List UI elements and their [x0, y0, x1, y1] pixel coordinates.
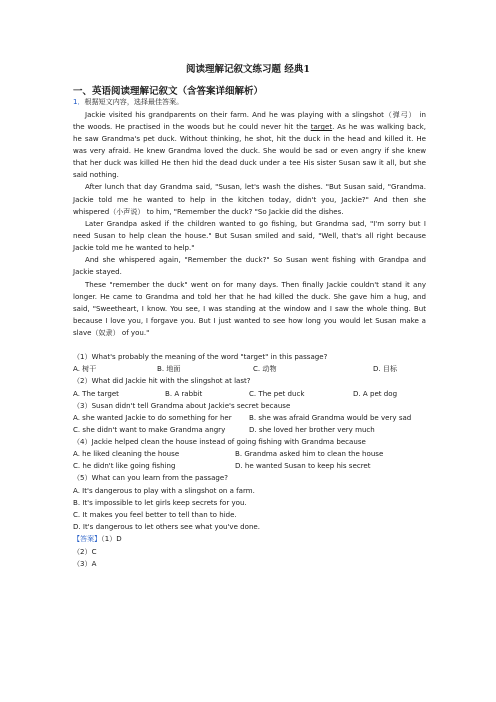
passage-line: Jackie visited his grandparents on their farm. And he was playing with a slingshot（弹弓） in [85, 110, 426, 119]
option: D. It's dangerous to let others see what you've done. [73, 522, 260, 531]
option: D. he wanted Susan to keep his secret [235, 461, 371, 470]
options-row [73, 424, 426, 436]
passage-line: Later Grandpa asked if the children wanted to go fishing, but Grandma sad, "I'm sorry but I [85, 219, 426, 228]
question-number: 1． [73, 97, 85, 106]
options-row [73, 460, 426, 472]
passage-line: These "remember the duck" went on for many days. Then finally Jackie couldn't stand it any [85, 280, 426, 289]
passage-line: because I love you, I forgave you. But I just wanted to see how long you would let Susan make a [73, 316, 426, 325]
passage-line: Jackie told me he wanted to help in the kitchen today, didn't you, Jackie?" And then she [73, 195, 426, 204]
answer-row [73, 533, 426, 545]
passage-line: Jackie stayed. [73, 267, 122, 276]
option: D. she loved her brother very much [249, 425, 375, 434]
option: D. A pet dog [353, 389, 398, 398]
instruction: 根据短文内容，选择最佳答案。 [84, 97, 184, 106]
answer-item: （2）C [73, 547, 97, 556]
passage-line: said nothing. [73, 170, 119, 179]
sub-question: （3）Susan didn't tell Grandma about Jackie's secret because [73, 401, 291, 410]
option: A. 树干 [73, 364, 97, 373]
option: B. 地面 [157, 364, 181, 373]
sub-question: （2）What did Jackie hit with the slingshot at last? [73, 376, 251, 385]
passage-line: slave（奴隶） of you." [73, 328, 150, 337]
passage-line: that her duck was killed He then hid the dead duck under a tee His sister Susan saw it all, but she [73, 158, 426, 167]
option: C. he didn't like going fishing [73, 461, 176, 470]
option: C. It makes you feel better to tell than to hide. [73, 510, 237, 519]
option: C. The pet duck [249, 389, 305, 398]
option: B. A rabbit [165, 389, 203, 398]
option: A. she wanted Jackie to do something for her [73, 413, 232, 422]
option: D. 目标 [373, 364, 398, 373]
option: B. It's impossible to let girls keep secrets for you. [73, 498, 247, 507]
passage-line: longer. He came to Grandma and told her that he had killed the duck. She gave him a hug, and [73, 292, 426, 301]
option: A. he liked cleaning the house [73, 449, 180, 458]
options-row [73, 388, 426, 400]
passage-line: said, "Sweetheart, I know. You see, I was standing at the window and I saw the whole thing. But [73, 304, 426, 313]
page-title: 阅读理解记叙文练习题 经典1 [186, 64, 310, 75]
answer-item: （3）A [73, 559, 97, 568]
options-row [73, 448, 426, 460]
answer-item: （1）D [101, 534, 122, 543]
option: B. she was afraid Grandma would be very sad [249, 413, 412, 422]
passage-line: And she whispered again, "Remember the duck?" So Susan went fishing with Grandpa and [85, 255, 426, 264]
passage-line: Jackie told me he wanted to help." [73, 243, 195, 252]
passage-line: was very afraid. He knew Grandma loved the duck. She would be sad or even angry if she knew [73, 146, 426, 155]
passage-line: the woods. He practised in the woods but he could never hit the target. As he was walking back, [73, 122, 426, 131]
option: A. It's dangerous to play with a slingshot on a farm. [73, 486, 255, 495]
options-row [73, 363, 426, 375]
option: C. she didn't want to make Grandma angry [73, 425, 226, 434]
option: C. 动物 [253, 364, 277, 373]
section-heading: 一、英语阅读理解记叙文（含答案详细解析） [73, 86, 264, 97]
options-row [73, 412, 426, 424]
sub-question: （5）What can you learn from the passage? [73, 473, 228, 482]
answer-label: 【答案】 [73, 534, 102, 543]
question-header [73, 96, 426, 108]
passage-line: need Susan to help clean the house." But Susan smiled and said, "Well, that's all right because [73, 231, 426, 240]
passage-line: whispered（小声说） to him, "Remember the duck? "So Jackie did the dishes. [73, 207, 344, 216]
option: B. Grandma asked him to clean the house [235, 449, 384, 458]
passage-line: he saw Grandma's pet duck. Without thinking, he shot, hit the duck in the head and killed it. He [73, 134, 426, 143]
underlined-word: target [310, 122, 333, 131]
option: A. The target [73, 389, 119, 398]
passage-line: After lunch that day Grandma said, "Susan, let's wash the dishes. "But Susan said, "Grandma. [85, 182, 426, 191]
sub-question: （1）What's probably the meaning of the word "target" in this passage? [73, 352, 328, 361]
sub-question: （4）Jackie helped clean the house instead of going fishing with Grandma because [73, 437, 366, 446]
